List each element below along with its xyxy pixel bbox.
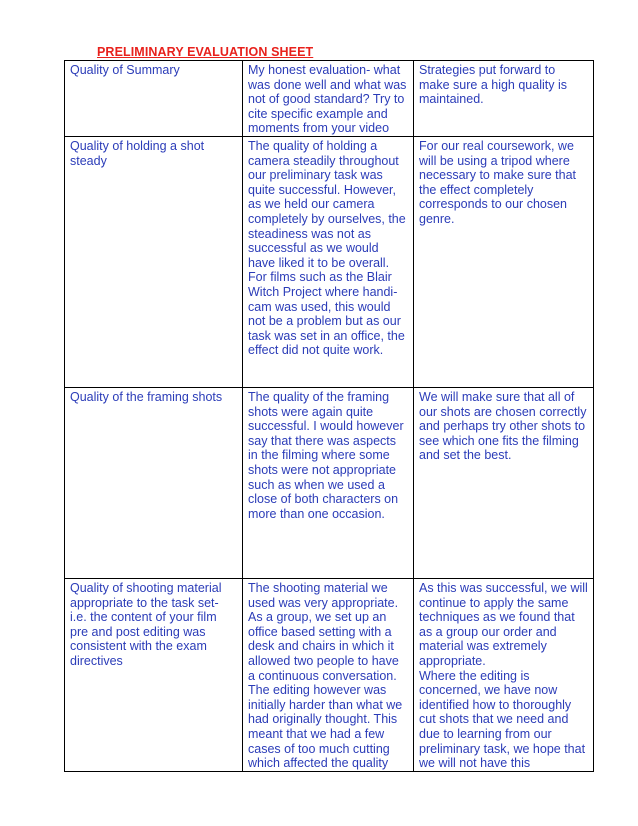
evaluation-cell: The quality of holding a camera steadily throughout our preliminary task was quite successful. However, as we held our camera completely by ourselves, the steadiness was not as successful as we would have liked it to be overall. For films such as the Blair Witch Project where handi-cam was used, this would not be a problem but as our task was set in an office, the effect did not quite work. [243,137,414,388]
evaluation-cell: My honest evaluation- what was done well and what was not of good standard? Try to cite specific example and moments from your video [243,61,414,137]
strategy-cell: We will make sure that all of our shots are chosen correctly and perhaps try other shots to see which one fits the filming and set the best. [414,388,594,579]
evaluation-table [64,60,594,772]
strategy-cell: For our real coursework, we will be using a tripod where necessary to make sure that the effect completely corresponds to our chosen genre. [414,137,594,388]
table-row [65,579,594,772]
table-row [65,137,594,388]
document-title: PRELIMINARY EVALUATION SHEET [97,45,314,59]
strategy-cell: Strategies put forward to make sure a high quality is maintained. [414,61,594,137]
criterion-cell: Quality of the framing shots [65,388,243,579]
table-row [65,388,594,579]
evaluation-cell: The shooting material we used was very appropriate. As a group, we set up an office based setting with a desk and chairs in which it allowed two people to have a continuous conversation. The editing however was initially harder than what we had originally thought. This meant that we had a few cases of too much cutting which affected the quality [243,579,414,772]
criterion-cell: Quality of shooting material appropriate to the task set- i.e. the content of your film pre and post editing was consistent with the exam directives [65,579,243,772]
evaluation-cell: The quality of the framing shots were again quite successful. I would however say that there was aspects in the filming where some shots were not appropriate such as when we used a close of both characters on more than one occasion. [243,388,414,579]
criterion-cell: Quality of holding a shot steady [65,137,243,388]
table-row [65,61,594,137]
strategy-cell: As this was successful, we will continue to apply the same techniques as we found that as a group our order and material was extremely appropriate. Where the editing is concerned, we have now identified how to thoroughly cut shots that we need and due to learning from our preliminary task, we hope that we will not have this [414,579,594,772]
criterion-cell: Quality of Summary [65,61,243,137]
